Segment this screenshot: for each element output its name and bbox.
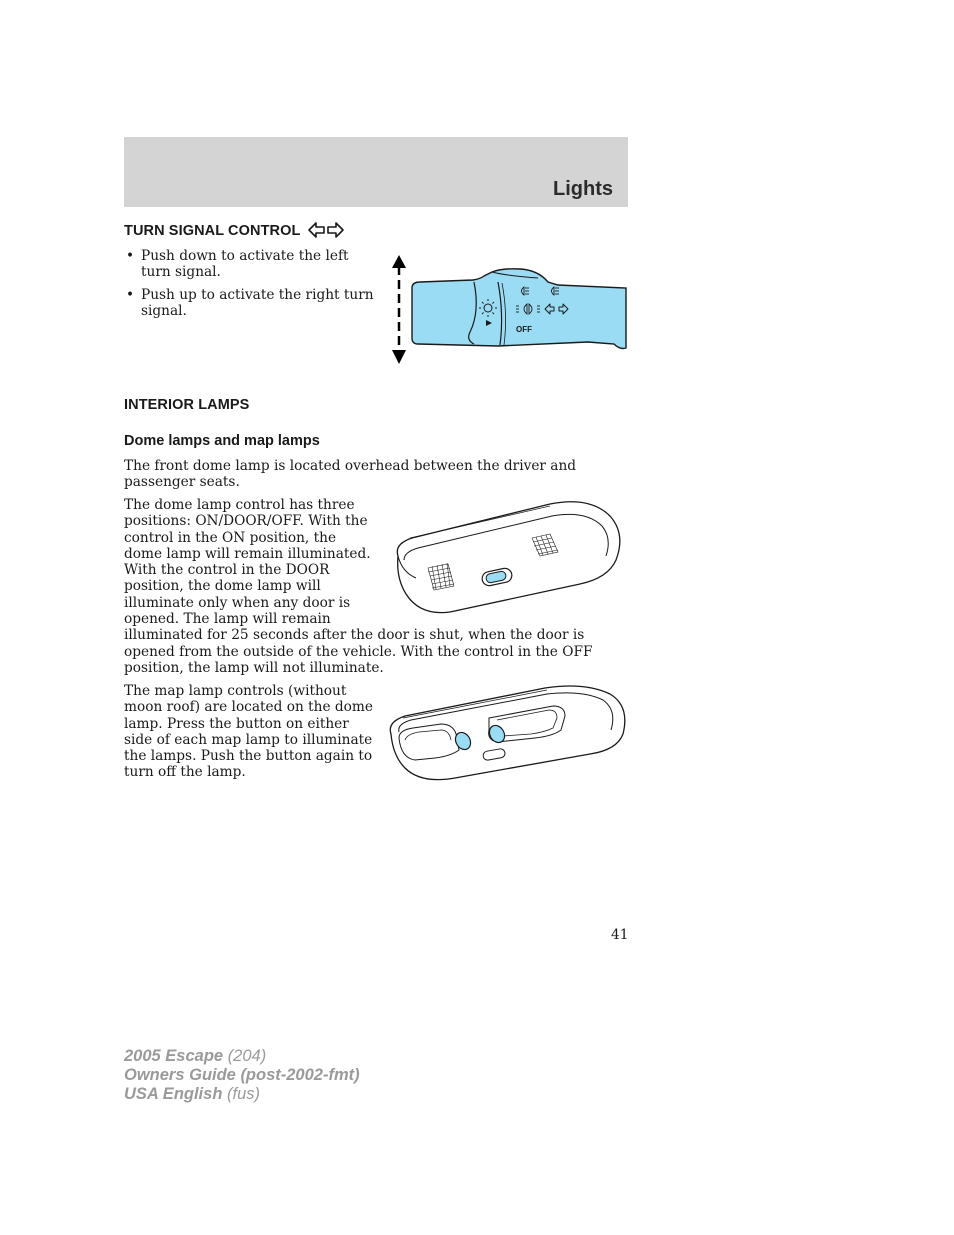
stalk-off-label: OFF	[516, 325, 532, 334]
interior-lamps-heading: INTERIOR LAMPS	[124, 397, 250, 413]
turn-signal-heading	[124, 222, 344, 239]
map-lamp-illustration	[385, 684, 630, 784]
page-number: 41	[611, 927, 629, 943]
list-item: • Push up to activate the right turn signal.	[126, 286, 374, 319]
list-item: • Push down to activate the left turn signal.	[126, 248, 349, 281]
turn-signal-heading-text: TURN SIGNAL CONTROL	[124, 223, 301, 239]
turn-signal-arrows-icon	[308, 222, 344, 238]
dome-lamp-location-paragraph: The front dome lamp is located overhead between the driver and passenger seats.	[124, 458, 577, 491]
map-lamp-paragraph: The map lamp controls (without moon roof) are located on the dome lamp. Press the button on either side of each map lamp to illuminate the lamps. Push the button again to turn off the lamp.	[124, 683, 373, 781]
dome-lamps-subheading: Dome lamps and map lamps	[124, 433, 320, 449]
turn-signal-bullet-list	[124, 248, 376, 325]
section-header-band	[124, 137, 628, 207]
document-footer: 2005 Escape (204) Owners Guide (post-2002-fmt) USA English (fus)	[124, 1047, 360, 1103]
turn-signal-stalk-illustration	[388, 252, 630, 370]
dome-lamp-control-paragraph: The dome lamp control has three positions: ON/DOOR/OFF. With the control in the ON position, the dome lamp will remain illuminated. With the control in the DOOR position, the dome lamp will illuminate only when any door is opened. The lamp will remain illuminated for 25 seconds after the door is shut, when the door is opened from the outside of the vehicle. With the control in the OFF position, the lamp will not illuminate.	[124, 497, 593, 676]
dome-lamp-illustration	[390, 498, 626, 618]
section-title: Lights	[553, 178, 613, 200]
